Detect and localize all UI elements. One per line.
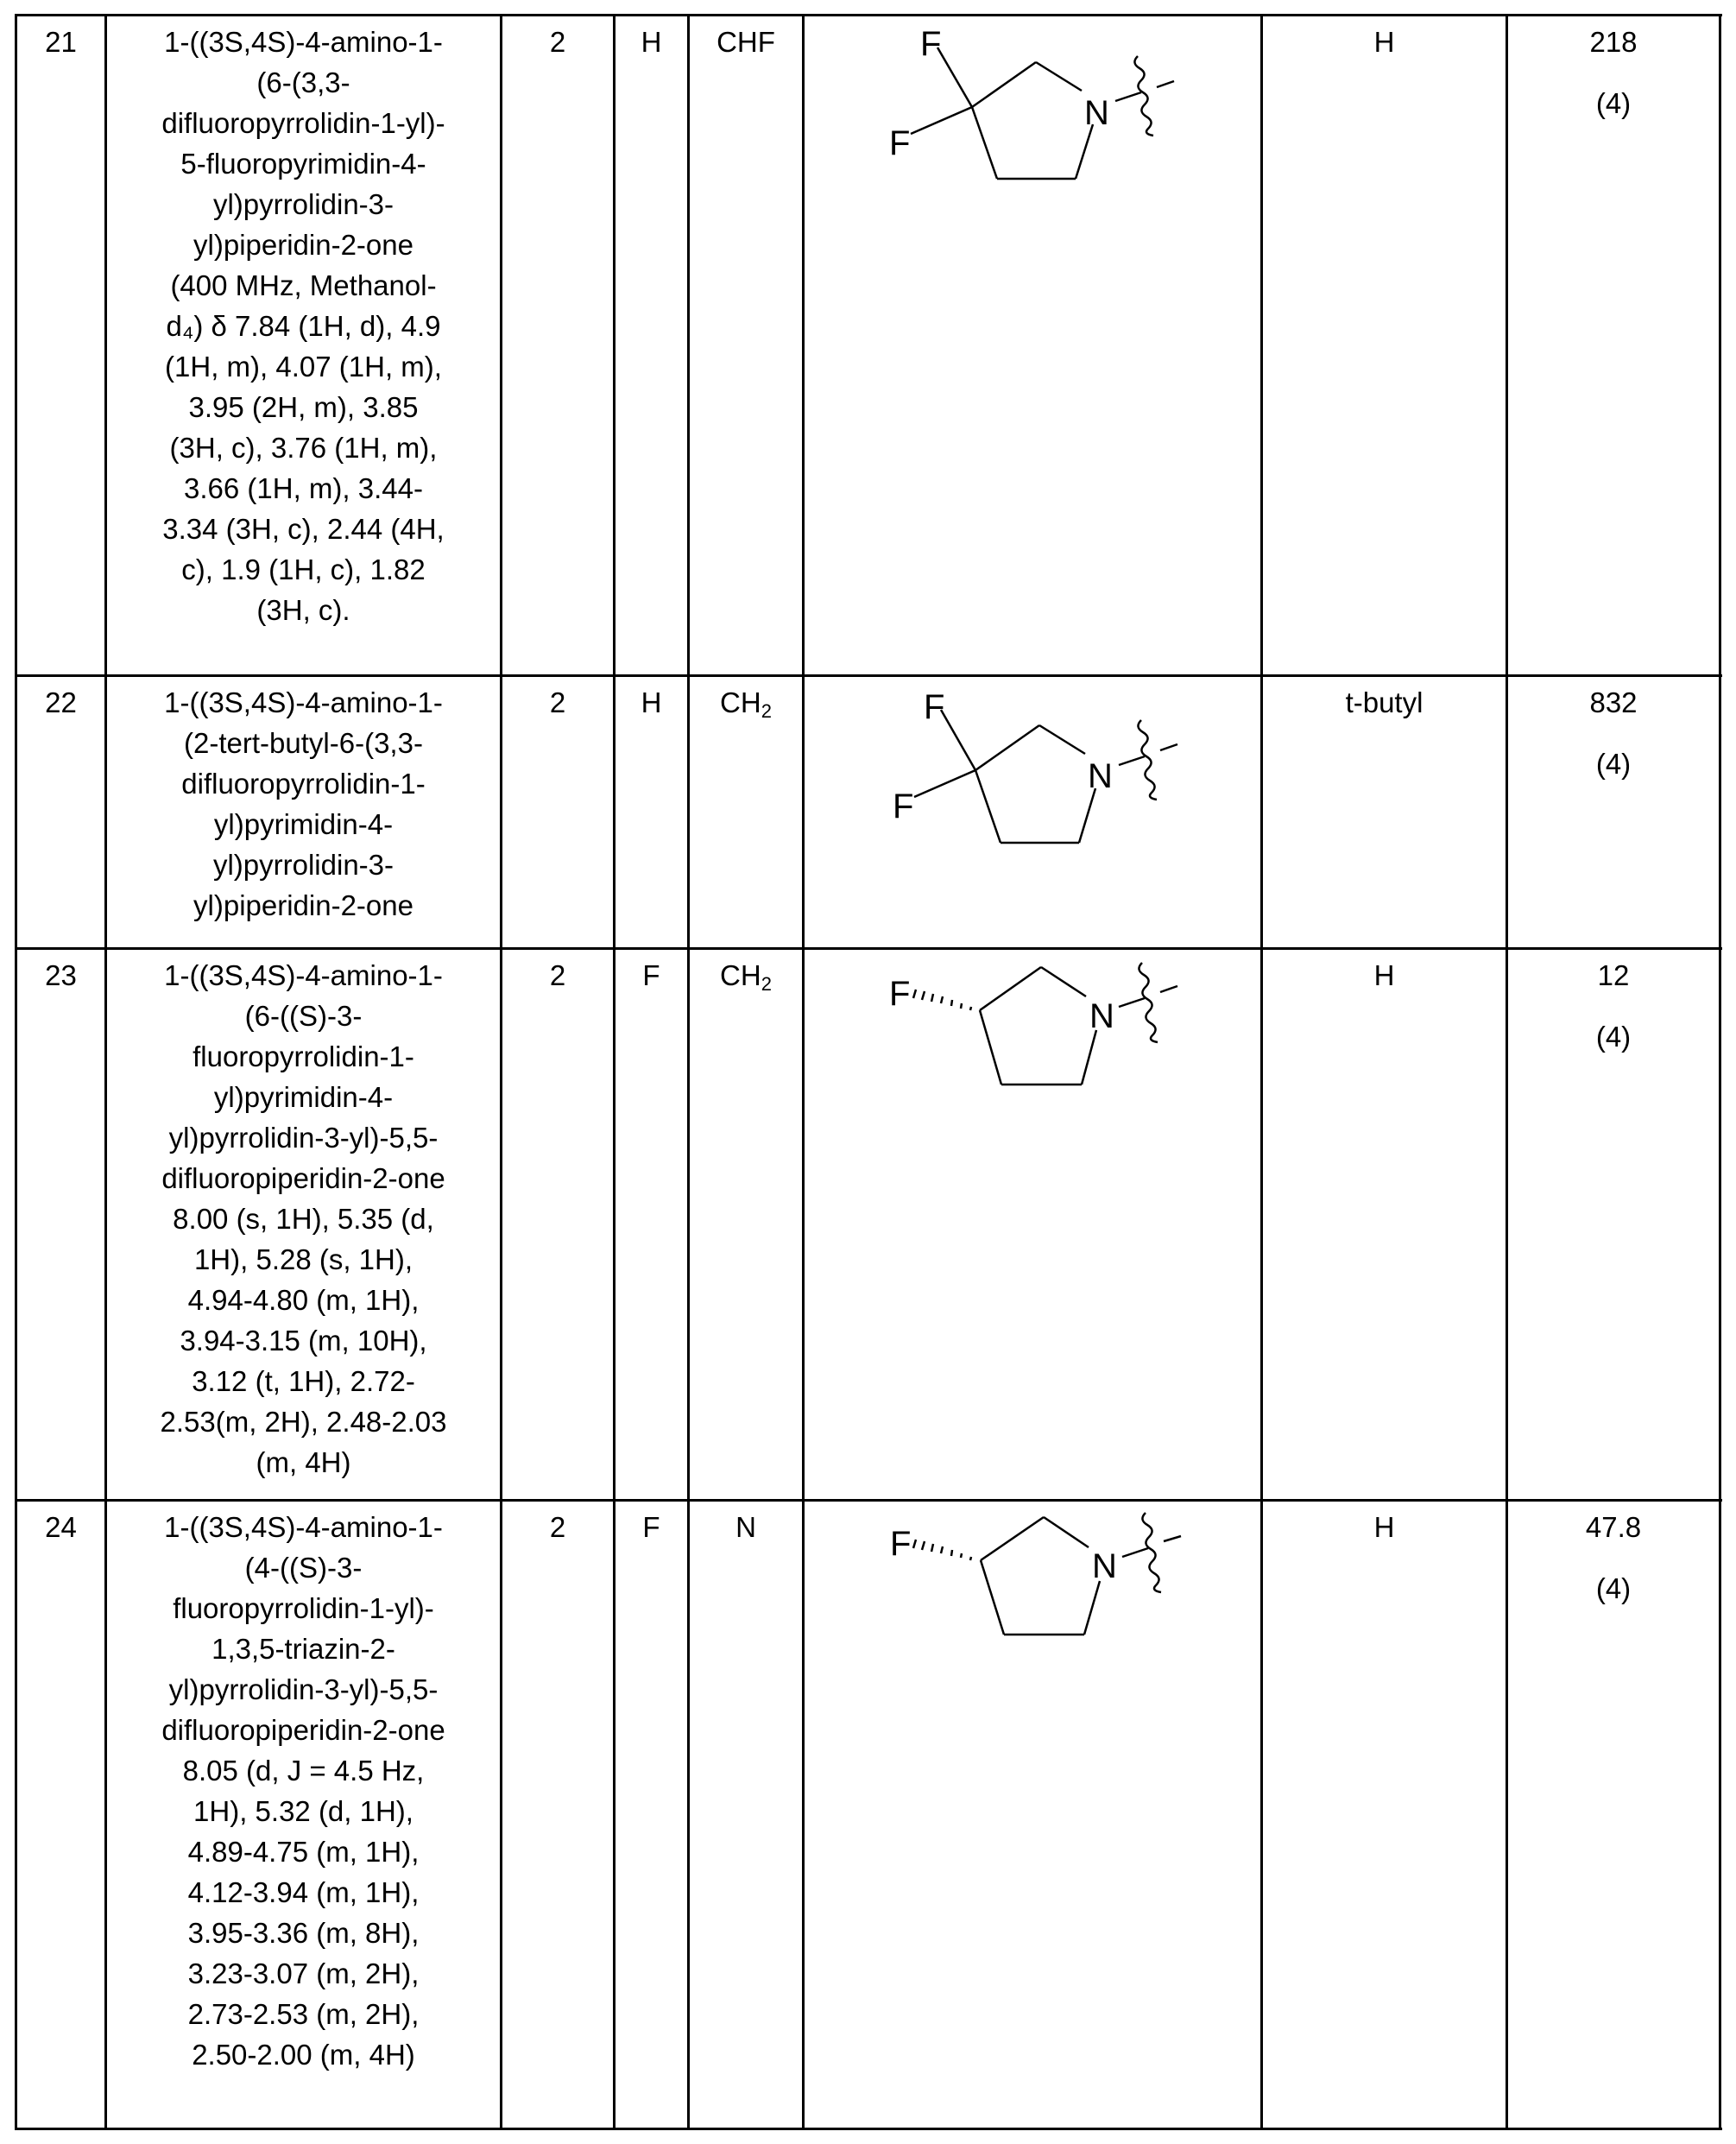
name-line: yl)pyrrolidin-3- <box>212 188 395 220</box>
name-line: 1-((3S,4S)-4-amino-1- <box>164 26 443 58</box>
fluorine-label: F <box>889 975 911 1013</box>
x-value <box>690 677 802 723</box>
name-line: (400 MHz, Methanol- <box>170 269 437 301</box>
name-line: (3H, c), 3.76 (1H, m), <box>169 432 438 464</box>
x-value <box>690 1502 802 1547</box>
name-line: difluoropyrrolidin-1-yl)- <box>161 107 445 139</box>
n-value-text: 2 <box>549 959 566 991</box>
table-border-bottom <box>15 2128 1722 2130</box>
name-line: 8.05 (d, J = 4.5 Hz, <box>182 1755 425 1787</box>
name-line: 3.34 (3H, c), 2.44 (4H, <box>162 513 445 545</box>
r1-value-text: H <box>641 686 662 718</box>
r2-value <box>1263 1502 1506 1547</box>
difluoropyrrolidine-structure <box>803 675 1260 900</box>
n-value-text: 2 <box>549 686 566 718</box>
x-value <box>690 950 802 996</box>
name-line: 3.66 (1H, m), 3.44- <box>184 472 423 504</box>
fluoropyrrolidine-structure <box>803 1500 1260 1673</box>
r2-value-text: H <box>1373 1511 1395 1543</box>
n-value <box>502 677 613 723</box>
name-line: 3.12 (t, 1H), 2.72- <box>192 1365 415 1397</box>
name-line: yl)piperidin-2-one <box>193 229 413 261</box>
x-value-text: CH <box>720 686 761 718</box>
x-subscript: 2 <box>761 973 772 995</box>
r2-value-text: H <box>1373 959 1395 991</box>
r2-value <box>1263 950 1506 996</box>
fluorine-label: F <box>924 688 945 726</box>
name-line: (2-tert-butyl-6-(3,3- <box>184 727 423 759</box>
example-number-text: 23 <box>45 959 77 991</box>
x-value-text: CH <box>720 959 761 991</box>
name-line: fluoropyrrolidin-1- <box>193 1040 414 1072</box>
name-line: (6-(3,3- <box>256 66 350 98</box>
activity-value <box>1508 1502 1719 1609</box>
name-line: 5-fluoropyrimidin-4- <box>180 148 426 180</box>
name-line: 1,3,5-triazin-2- <box>211 1633 395 1665</box>
column-divider <box>15 14 17 2130</box>
name-line: difluoropyrrolidin-1- <box>181 768 426 800</box>
name-line: 4.94-4.80 (m, 1H), <box>187 1284 420 1316</box>
x-value-text: N <box>735 1511 756 1543</box>
example-number <box>17 16 104 62</box>
column-divider <box>687 14 690 2130</box>
name-line: 2.50-2.00 (m, 4H) <box>192 2039 415 2071</box>
name-line: (3H, c). <box>256 594 350 626</box>
name-line: 2.53(m, 2H), 2.48-2.03 <box>160 1406 447 1438</box>
name-line: yl)pyrimidin-4- <box>213 808 394 840</box>
fluoropyrrolidine-structure <box>803 948 1260 1121</box>
fluoropyrrolidine-icon <box>803 948 1260 1121</box>
difluoropyrrolidine-structure <box>803 15 1260 239</box>
activity-value <box>1508 677 1719 784</box>
nitrogen-label: N <box>1088 757 1113 795</box>
n-value <box>502 1502 613 1547</box>
name-line: 4.12-3.94 (m, 1H), <box>187 1876 420 1908</box>
name-line: yl)pyrrolidin-3- <box>212 849 395 881</box>
name-line: 1-((3S,4S)-4-amino-1- <box>164 1511 443 1543</box>
example-number <box>17 677 104 723</box>
name-line: 3.95 (2H, m), 3.85 <box>188 391 419 423</box>
r2-value <box>1263 16 1506 62</box>
nitrogen-label: N <box>1092 1547 1117 1585</box>
name-line: 2.73-2.53 (m, 2H), <box>187 1998 420 2030</box>
r1-value <box>615 677 687 723</box>
column-divider <box>500 14 502 2130</box>
name-line: yl)pyrrolidin-3-yl)-5,5- <box>168 1122 439 1154</box>
activity-value-text: 218 <box>1589 26 1638 58</box>
activity-value-text: 12 <box>1597 959 1630 991</box>
nitrogen-label: N <box>1089 997 1114 1035</box>
name-line: 1H), 5.28 (s, 1H), <box>193 1243 413 1275</box>
table-border-right <box>1719 14 1721 2130</box>
name-line: difluoropiperidin-2-one <box>161 1714 445 1746</box>
name-line: difluoropiperidin-2-one <box>161 1162 445 1194</box>
x-value-text: CHF <box>716 26 775 58</box>
activity-value <box>1508 16 1719 123</box>
fluoropyrrolidine-icon <box>803 1500 1260 1673</box>
r2-value-text: H <box>1373 26 1395 58</box>
r1-value <box>615 950 687 996</box>
fluorine-label: F <box>920 25 942 63</box>
r1-value <box>615 1502 687 1547</box>
name-line: 3.94-3.15 (m, 10H), <box>180 1325 427 1357</box>
difluoropyrrolidine-icon <box>803 675 1260 900</box>
nitrogen-label: N <box>1084 94 1109 132</box>
name-line: 3.23-3.07 (m, 2H), <box>187 1957 420 1989</box>
name-line: 3.95-3.36 (m, 8H), <box>187 1917 420 1949</box>
example-number-text: 21 <box>45 26 77 58</box>
name-line: (4-((S)-3- <box>244 1552 363 1584</box>
activity-reference: (4) <box>1595 87 1632 119</box>
name-line: yl)pyrrolidin-3-yl)-5,5- <box>168 1673 439 1705</box>
n-value <box>502 16 613 62</box>
name-line: 8.00 (s, 1H), 5.35 (d, <box>173 1203 434 1235</box>
name-line: 1H), 5.32 (d, 1H), <box>193 1795 413 1827</box>
r1-value <box>615 16 687 62</box>
compound-name <box>107 677 500 926</box>
name-line: 4.89-4.75 (m, 1H), <box>187 1836 420 1868</box>
n-value <box>502 950 613 996</box>
name-line: c), 1.9 (1H, c), 1.82 <box>181 553 426 585</box>
name-line: fluoropyrrolidin-1-yl)- <box>173 1592 434 1624</box>
example-number-text: 22 <box>45 686 77 718</box>
fluorine-label: F <box>889 124 911 162</box>
r2-value <box>1263 677 1506 723</box>
activity-value <box>1508 950 1719 1057</box>
r1-value-text: F <box>642 1511 660 1543</box>
activity-value-text: 832 <box>1589 686 1638 718</box>
name-line: (6-((S)-3- <box>244 1000 363 1032</box>
name-line: (1H, m), 4.07 (1H, m), <box>165 351 442 383</box>
n-value-text: 2 <box>549 1511 566 1543</box>
r2-value-text: t-butyl <box>1345 686 1424 718</box>
name-line: 1-((3S,4S)-4-amino-1- <box>164 686 443 718</box>
column-divider <box>1260 14 1263 2130</box>
name-line: 1-((3S,4S)-4-amino-1- <box>164 959 443 991</box>
fluorine-label: F <box>890 1525 912 1563</box>
name-line: yl)piperidin-2-one <box>193 889 413 921</box>
column-divider <box>1506 14 1508 2130</box>
activity-reference: (4) <box>1595 1021 1632 1053</box>
name-line: (m, 4H) <box>256 1446 351 1478</box>
example-number <box>17 950 104 996</box>
example-number <box>17 1502 104 1547</box>
activity-reference: (4) <box>1595 748 1632 780</box>
example-number-text: 24 <box>45 1511 77 1543</box>
x-subscript: 2 <box>761 700 772 722</box>
n-value-text: 2 <box>549 26 566 58</box>
difluoropyrrolidine-icon <box>803 15 1260 239</box>
r1-value-text: H <box>641 26 662 58</box>
name-line: d₄) δ 7.84 (1H, d), 4.9 <box>166 310 441 342</box>
column-divider <box>613 14 615 2130</box>
name-line: yl)pyrimidin-4- <box>213 1081 394 1113</box>
compound-name <box>107 16 500 630</box>
x-value <box>690 16 802 62</box>
compound-name <box>107 1502 500 2075</box>
fluorine-label: F <box>893 787 914 825</box>
activity-value-text: 47.8 <box>1585 1511 1642 1543</box>
compound-name <box>107 950 500 1483</box>
r1-value-text: F <box>642 959 660 991</box>
activity-reference: (4) <box>1595 1572 1632 1604</box>
